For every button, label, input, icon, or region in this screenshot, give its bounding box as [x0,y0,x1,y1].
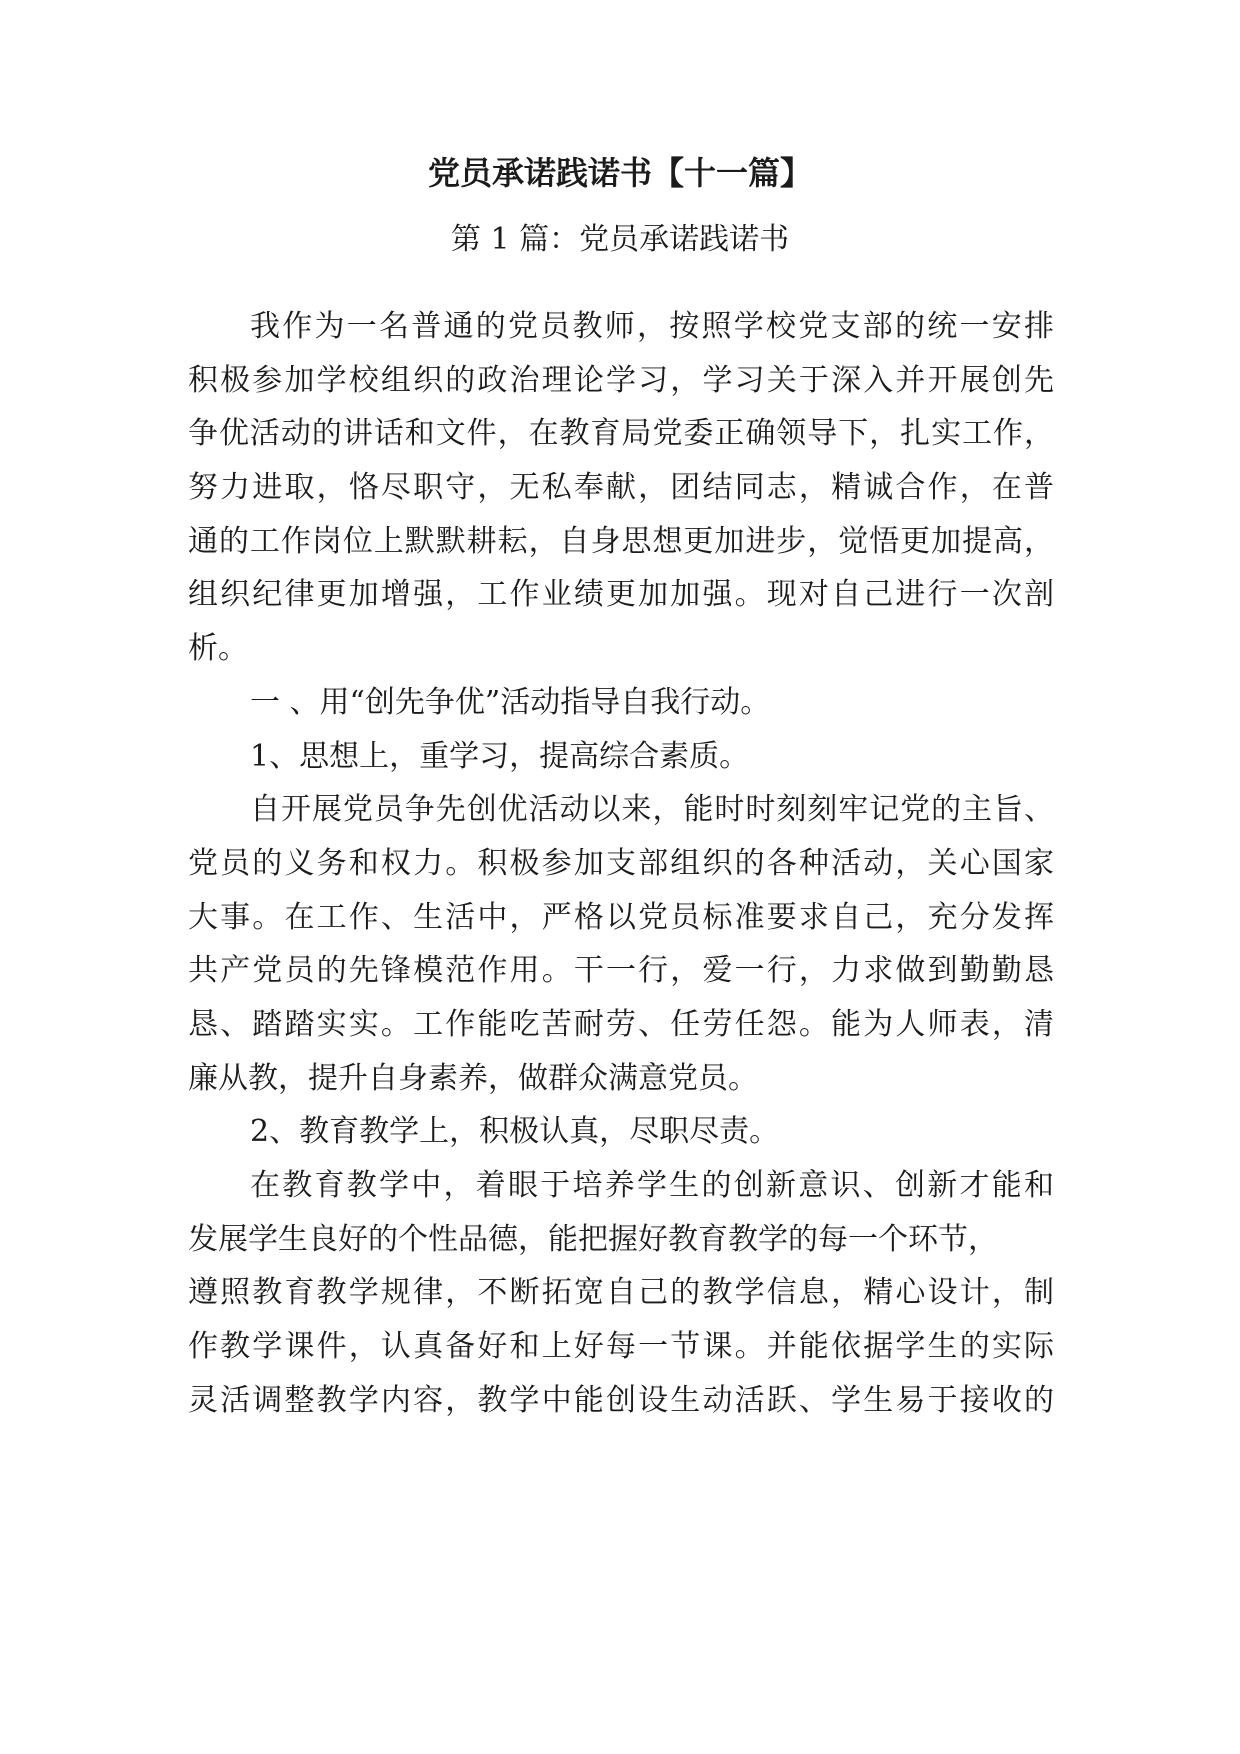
text-line: 廉从教，提升自身素养，做群众满意党员。 [188,1060,758,1096]
document-title: 党员承诺践诺书【十一篇】 [427,154,812,192]
text-line: 析。 [188,631,248,667]
paragraph-intro [188,300,1054,676]
text-line: 共产党员的先锋模范作用。干一行，爱一行，力求做到勤勤恳 [188,953,1054,989]
text-line: 通的工作岗位上默默耕耘，自身思想更加进步，觉悟更加提高， [188,523,1054,559]
text-line: 在教育教学中，着眼于培养学生的创新意识、创新才能和 [250,1168,1054,1203]
text-line: 积极参加学校组织的政治理论学习，学习关于深入并开展创先 [188,362,1054,398]
text-line: 自开展党员争先创优活动以来，能时时刻刻牢记党的主旨、 [250,792,1054,828]
text-line: 灵活调整教学内容，教学中能创设生动活跃、学生易于接收的 [188,1382,1054,1418]
text-line: 大事。在工作、生活中，严格以党员标准要求自己，充分发挥 [188,899,1054,935]
section-heading-1 [188,676,1054,730]
subsection-heading: 2、教育教学上，积极认真，尽职尽责。 [250,1114,780,1150]
text-line: 党员的义务和权力。积极参加支部组织的各种活动，关心国家 [188,845,1054,881]
subsection-heading: 1、思想上，重学习，提高综合素质。 [250,738,750,774]
text-line: 组织纪律更加增强，工作业绩更加加强。现对自己进行一次剖 [188,577,1054,613]
document-subtitle: 第 1 篇：党员承诺践诺书 [450,222,790,257]
subsection-heading-1 [188,730,1054,784]
text-line: 努力进取，恪尽职守，无私奉献，团结同志，精诚合作，在普 [188,470,1054,506]
body-text [188,300,1054,1427]
text-line: 作教学课件，认真备好和上好每一节课。并能依据学生的实际 [188,1329,1054,1365]
section-heading: 一 、用“创先争优”活动指导自我行动。 [250,684,771,720]
text-line: 争优活动的讲话和文件，在教育局党委正确领导下，扎实工作， [188,416,1054,452]
text-line: 遵照教育教学规律，不断拓宽自己的教学信息，精心设计，制 [188,1275,1054,1311]
text-line: 我作为一名普通的党员教师，按照学校党支部的统一安排 [250,309,1054,344]
text-line: 发展学生良好的个性品德，能把握好教育教学的每一个环节， [188,1221,998,1257]
paragraph-teaching [188,1159,1054,1427]
text-line: 恳、踏踏实实。工作能吃苦耐劳、任劳任怨。能为人师表，清 [188,1006,1054,1042]
paragraph-thought [188,783,1054,1105]
subsection-heading-2 [188,1105,1054,1159]
